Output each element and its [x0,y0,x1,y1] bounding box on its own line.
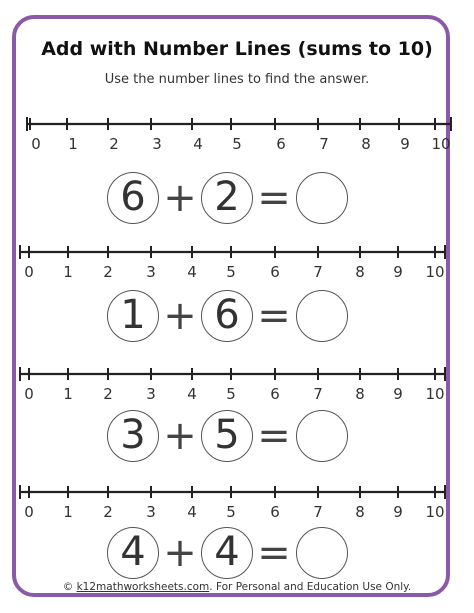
tick-label: 9 [393,385,403,403]
tick-label: 3 [146,503,156,521]
addend-a-circle: 3 [107,410,159,462]
tick-label: 4 [187,503,197,521]
addend-a-circle: 1 [107,290,159,342]
addend-b-circle: 6 [201,290,253,342]
footer-prefix: © [62,581,77,593]
tick-label: 5 [226,263,236,281]
equals-sign: = [257,530,291,576]
tick-label: 8 [355,503,365,521]
plus-sign: + [163,530,197,576]
tick-label: 0 [24,503,34,521]
equals-sign: = [257,175,291,221]
tick-label: 9 [393,503,403,521]
tick-label: 0 [24,385,34,403]
addend-a-circle: 6 [107,172,159,224]
plus-sign: + [163,175,197,221]
equation-row [0,527,474,587]
answer-circle[interactable] [296,527,348,579]
addend-b-circle: 2 [201,172,253,224]
tick-label: 10 [425,503,445,521]
footer-link[interactable]: k12mathworksheets.com [76,581,210,593]
equation-row [0,172,474,232]
tick-label: 5 [232,135,242,153]
tick-label: 4 [187,263,197,281]
tick-label: 1 [68,135,78,153]
tick-label: 9 [400,135,410,153]
number-line [0,485,474,521]
tick-label: 10 [425,385,445,403]
number-line [0,245,474,281]
tick-label: 7 [319,135,329,153]
tick-label: 4 [193,135,203,153]
equals-sign: = [257,293,291,339]
plus-sign: + [163,293,197,339]
tick-label: 8 [355,263,365,281]
footer-suffix: . For Personal and Education Use Only. [209,581,412,593]
instructions: Use the number lines to find the answer. [104,72,370,87]
tick-label: 5 [226,503,236,521]
number-line-axis [0,367,474,387]
tick-label: 7 [313,263,323,281]
number-line [0,117,474,153]
number-line-axis [0,245,474,265]
tick-label: 9 [393,263,403,281]
tick-label: 0 [24,263,34,281]
copyright-footer [0,581,474,593]
tick-label: 0 [31,135,41,153]
tick-label: 1 [63,503,73,521]
addend-b-circle: 5 [201,410,253,462]
number-line [0,367,474,403]
tick-label: 2 [109,135,119,153]
equals-sign: = [257,413,291,459]
tick-label: 6 [270,263,280,281]
number-line-axis [0,117,474,137]
tick-label: 3 [152,135,162,153]
tick-label: 7 [313,503,323,521]
tick-label: 6 [276,135,286,153]
tick-label: 2 [103,385,113,403]
page-title: Add with Number Lines (sums to 10) [41,38,433,60]
tick-label: 7 [313,385,323,403]
tick-label: 6 [270,503,280,521]
tick-label: 2 [103,503,113,521]
tick-label: 1 [63,263,73,281]
addend-a-circle: 4 [107,527,159,579]
tick-label: 3 [146,263,156,281]
addend-b-circle: 4 [201,527,253,579]
tick-label: 10 [425,263,445,281]
equation-row [0,290,474,350]
answer-circle[interactable] [296,172,348,224]
plus-sign: + [163,413,197,459]
tick-label: 1 [63,385,73,403]
tick-label: 5 [226,385,236,403]
tick-label: 8 [355,385,365,403]
equation-row [0,410,474,470]
tick-label: 4 [187,385,197,403]
answer-circle[interactable] [296,290,348,342]
tick-label: 6 [270,385,280,403]
number-line-axis [0,485,474,505]
tick-label: 8 [361,135,371,153]
tick-label: 3 [146,385,156,403]
tick-label: 2 [103,263,113,281]
answer-circle[interactable] [296,410,348,462]
tick-label: 10 [431,135,451,153]
